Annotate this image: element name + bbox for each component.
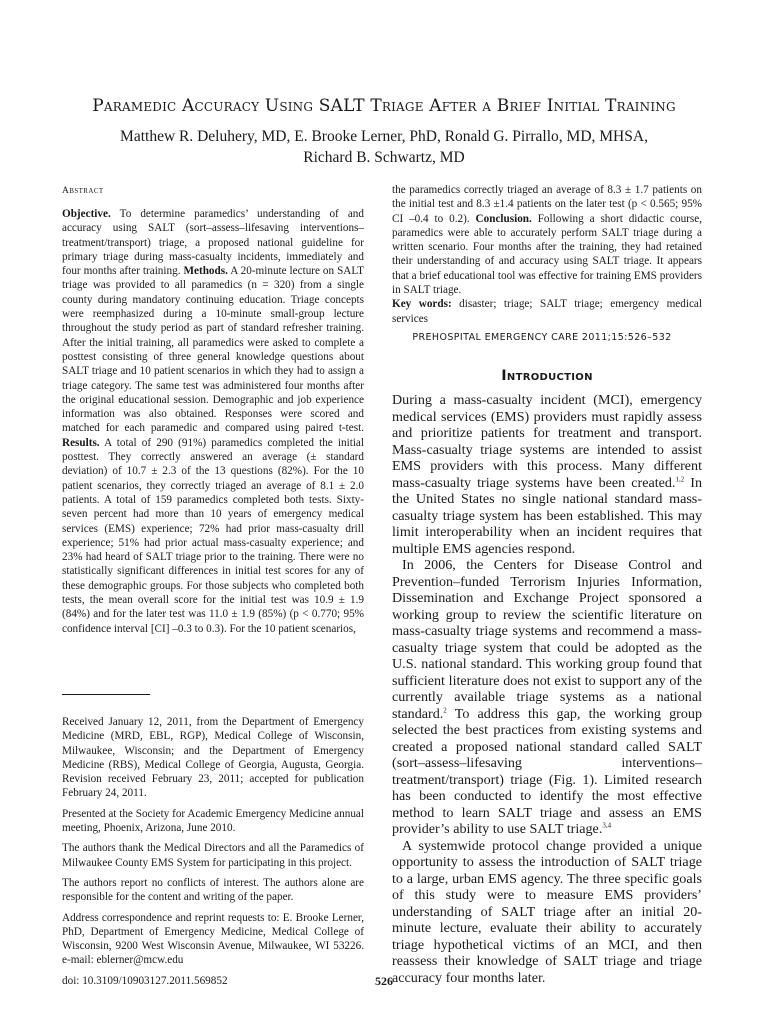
objective-text: To determine paramedics’ understanding of and accuracy using SALT (sort–assess–lifesaving interventions–treatment/transport) triage, a proposed national guideline for primary triage during mass-casualty incidents, immediately and four months after training. (62, 208, 364, 278)
footnote-presented: Presented at the Society for Academic Emergency Medicine annual meeting, Phoenix, Arizona, June 2010. (62, 807, 364, 835)
keywords-text: disaster; triage; SALT triage; emergency medical services (392, 298, 703, 325)
journal-citation: PREHOSPITAL EMERGENCY CARE 2011;15:526–532 (412, 332, 672, 343)
intro-p1-text-b: In the United States no single national standard mass-casualty triage system has been established. This may limit interoperability when an incident requires that multiple EMS agencies respond. (392, 474, 702, 557)
footnote-thanks: The authors thank the Medical Directors and all the Paramedics of Milwaukee County EMS System for participating in this project. (62, 842, 364, 869)
methods-label: Methods. (183, 265, 228, 278)
footnote-received: Received January 12, 2011, from the Department of Emergency Medicine (MRD, EBL, RGP), Medical College of Wisconsin, Milwaukee, Wisconsin; and the Department of Emergency Medicine (RBS), Medical College of Georgia, Augusta, Georgia. Revision received February 23, 2011; accepted for publication February 24, 2011. (62, 716, 364, 800)
introduction-body (392, 392, 702, 986)
intro-p1-text-a: During a mass-casualty incident (MCI), emergency medical services (EMS) providers must rapidly assess and prioritize patients for treatment and transport. Mass-casualty triage systems are intended to assist EMS providers with this process. Many different mass-casualty triage systems have been created. (392, 392, 702, 491)
methods-text: A 20-minute lecture on SALT triage was provided to all paramedics (n = 320) from a single county during mandatory continuing education. Triage concepts were reemphasized during a 10-minute small-group lecture throughout the study period as part of standard refresher training. After the initial training, all paramedics were asked to complete a posttest consisting of three general knowledge questions about SALT triage and 10 patient scenarios in which they had to assign a triage category. The same test was administered four months after the original educational session. Demographic and job experience information was also obtained. Responses were scored and matched for each paramedic and compared using paired t-test. (62, 265, 365, 435)
abstract-body (62, 207, 364, 636)
keywords (392, 297, 702, 326)
intro-p2-text-a: In 2006, the Centers for Disease Control and Prevention–funded Terrorism Injuries Information, Dissemination and Exchange Project sponsored a working group to review the scientific literature on mass-casualty triage systems and recommend a mass-casualty triage system that could be adopted as the U.S. national standard. This working group found that sufficient literature does not exist to support any of the currently available triage systems as a national standard. (392, 557, 702, 722)
citation-sup: 2 (443, 705, 447, 714)
authors-line-1: Matthew R. Deluhery, MD, E. Brooke Lerner, PhD, Ronald G. Pirrallo, MD, MHSA, (120, 128, 648, 145)
intro-paragraph-2 (392, 557, 702, 838)
author-list (40, 126, 728, 168)
results-label: Results. (62, 436, 100, 449)
objective-label: Objective. (62, 208, 111, 220)
footnote-divider (62, 694, 150, 695)
intro-paragraph-1 (392, 392, 702, 557)
authors-line-2: Richard B. Schwartz, MD (303, 149, 465, 166)
intro-p2-text-b: To address this gap, the working group selected the best practices from existing systems and created a proposed national standard called SALT (sort–assess–lifesaving interventions–treatment/transport) triage (Fig. 1). Limited research has been conducted to identify the most effective method to learn SALT triage and assess an EMS provider’s ability to use SALT triage. (392, 705, 702, 837)
introduction-heading: Introduction (501, 368, 593, 384)
results-continued-text: the paramedics correctly triaged an average of 8.3 ± 1.7 patients on the initial test and 8.3 ±1.4 patients on the later test (p < 0.565; 95% CI –0.4 to 0.2). (392, 184, 702, 225)
keywords-label: Key words: (392, 298, 452, 311)
page-number: 526 (375, 974, 393, 988)
intro-paragraph-3: A systemwide protocol change provided a unique opportunity to assess the introduction of SALT triage to a large, urban EMS agency. The three specific goals of this study were to measure EMS providers’ understanding of SALT triage after an initial 20-minute lecture, evaluate their ability to accurately triage hypothetical victims of an MCI, and then reassess their knowledge of SALT triage and triage accuracy four months later. (392, 837, 702, 986)
paper-title: Paramedic Accuracy Using SALT Triage After a Brief Initial Training (92, 96, 676, 116)
results-text: A total of 290 (91%) paramedics completed the initial posttest. They correctly answered an average (± standard deviation) of 10.7 ± 2.3 of the 13 questions (82%). For the 10 patient scenarios, they correctly triaged an average of 8.1 ± 2.0 patients. A total of 159 paramedics completed both tests. Sixty-seven percent had more than 10 years of emergency medical services (EMS) experience; 72% had prior mass-casualty drill experience; 51% had prior actual mass-casualty experience; and 23% had heard of SALT triage prior to the training. There were no statistically significant differences in initial test scores for any of these demographic groups. For those subjects who completed both tests, the mean overall score for the initial test was 10.9 ± 1.9 (84%) and for the later test was 11.0 ± 1.9 (85%) (p < 0.770; 95% confidence interval [CI] –0.3 to 0.3). For the 10 patient scenarios, (62, 436, 364, 635)
citation-sup: 1,2 (675, 474, 685, 483)
citation-sup: 3,4 (602, 821, 612, 830)
footnote-doi: doi: 10.3109/10903127.2011.569852 (62, 974, 228, 987)
footnote-conflicts: The authors report no conflicts of interest. The authors alone are responsible for the content and writing of the paper. (62, 876, 364, 904)
abstract-label: Abstract (62, 186, 104, 196)
footnotes (62, 715, 364, 994)
footnote-address: Address correspondence and reprint requests to: E. Brooke Lerner, PhD, Department of Emergency Medicine, Medical College of Wisconsin, 9200 West Wisconsin Avenue, Milwaukee, WI 53226. e-mail: eblerner@mcw.edu (62, 911, 364, 967)
abstract-continuation (392, 183, 702, 326)
conclusion-label: Conclusion. (475, 212, 532, 225)
conclusion-text: Following a short didactic course, paramedics were able to accurately perform SALT triage during a written scenario. Four months after the training, they had retained their understanding of and accuracy using SALT triage. It appears that a brief educational tool was effective for training EMS providers in SALT triage. (392, 212, 703, 297)
